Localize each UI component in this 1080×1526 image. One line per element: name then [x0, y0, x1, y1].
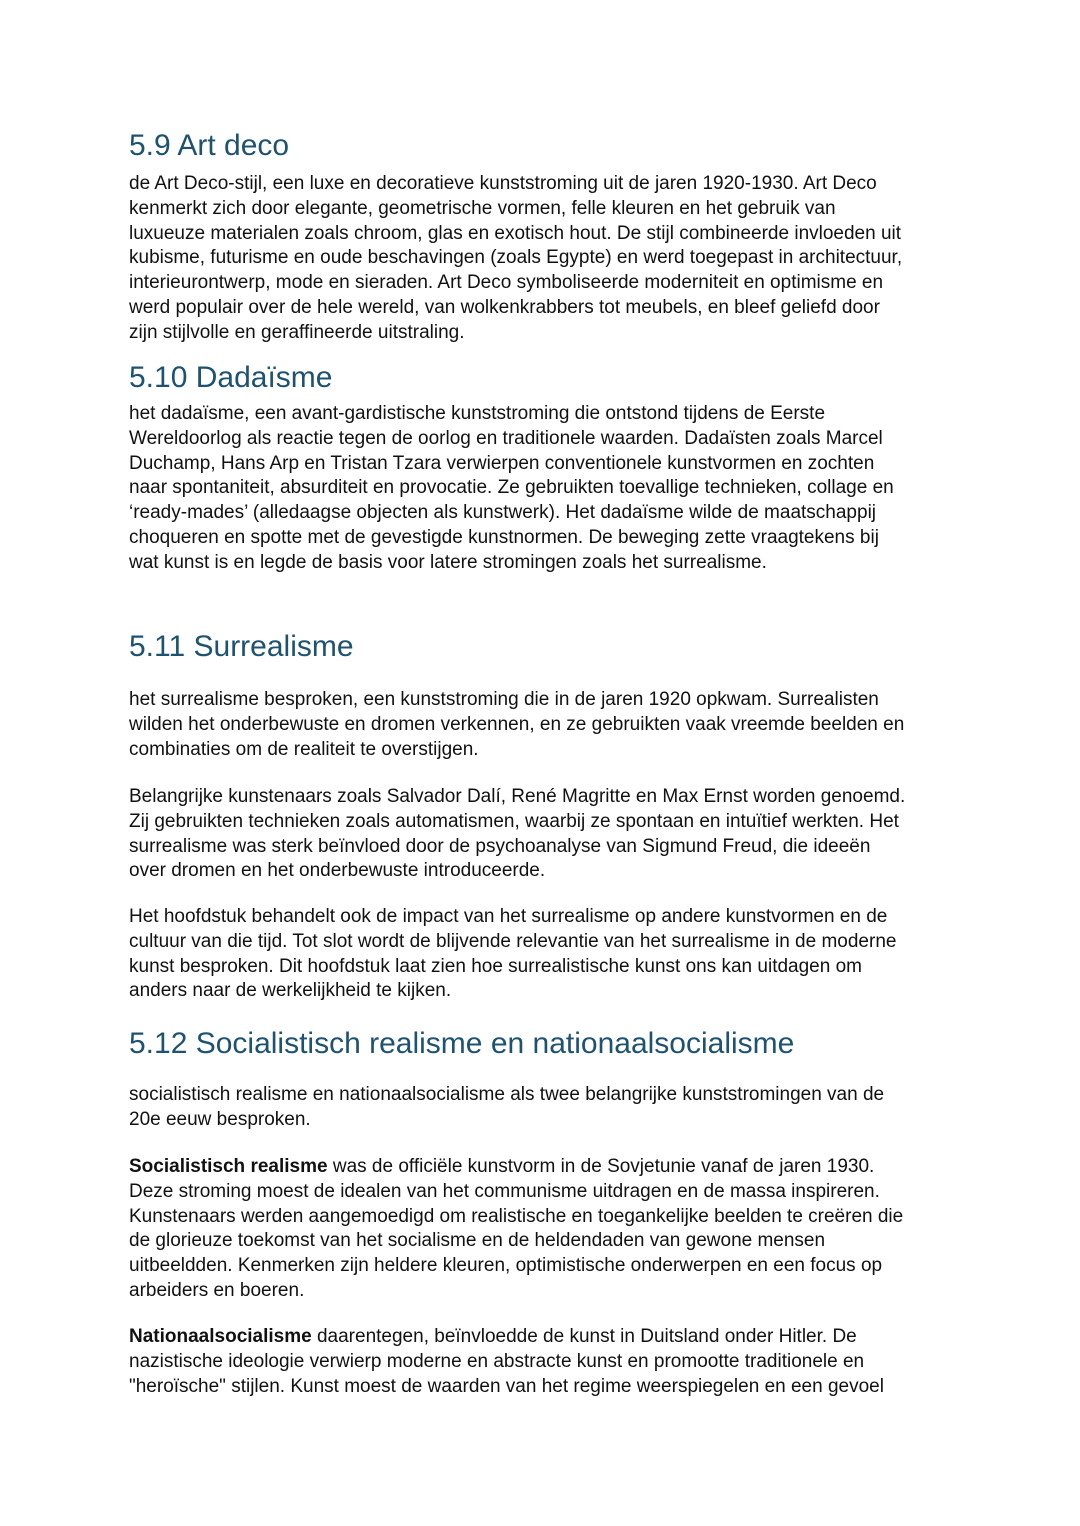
text-line: nazistische ideologie verwierp moderne en abstracte kunst en promootte traditionele en	[129, 1350, 865, 1372]
text-line: Zij gebruikten technieken zoals automatismen, waarbij ze spontaan en intuïtief werkten. Het	[129, 810, 899, 832]
text-line: het surrealisme besproken, een kunststroming die in de jaren 1920 opkwam. Surrealisten	[129, 689, 879, 710]
text-line	[129, 1325, 959, 1350]
heading-dadaisme: 5.10 Dadaïsme	[129, 361, 333, 394]
paragraph-surrealisme-1	[129, 688, 959, 762]
text-line: choqueren en spotte met de gevestigde kunstnormen. De beweging zette vraagtekens bij	[129, 526, 879, 548]
text-line: surrealisme was sterk beïnvloed door de psychoanalyse van Sigmund Freud, die ideeën	[129, 835, 871, 857]
text-line: Deze stroming moest de idealen van het communisme uitdragen en de massa inspireren.	[129, 1180, 880, 1202]
text-line: zijn stijlvolle en geraffineerde uitstraling.	[129, 321, 465, 343]
text-line: kenmerkt zich door elegante, geometrische vormen, felle kleuren en het gebruik van	[129, 197, 836, 219]
heading-art-deco: 5.9 Art deco	[129, 129, 290, 162]
text-line: werd populair over de hele wereld, van wolkenkrabbers tot meubels, en bleef geliefd door	[129, 296, 880, 318]
heading-surrealisme: 5.11 Surrealisme	[129, 630, 354, 663]
text-line: Kunstenaars werden aangemoedigd om realistische en toegankelijke beelden te creëren die	[129, 1205, 904, 1227]
text-line: arbeiders en boeren.	[129, 1279, 305, 1301]
text-line: socialistisch realisme en nationaalsocialisme als twee belangrijke kunststromingen van de	[129, 1084, 885, 1105]
text-span: was de officiële kunstvorm in de Sovjetunie vanaf de jaren 1930.	[327, 1156, 875, 1177]
text-line: Duchamp, Hans Arp en Tristan Tzara verwierpen conventionele kunstvormen en zochten	[129, 452, 875, 474]
text-span: daarentegen, beïnvloedde de kunst in Duitsland onder Hitler. De	[311, 1326, 857, 1347]
text-line: Het hoofdstuk behandelt ook de impact van het surrealisme op andere kunstvormen en de	[129, 906, 888, 927]
text-line: uitbeeldden. Kenmerken zijn heldere kleuren, optimistische onderwerpen en een focus op	[129, 1255, 883, 1277]
text-line: kubisme, futurisme en oude beschavingen (zoals Egypte) en werd toegepast in architectuur,	[129, 247, 903, 269]
bold-term: Socialistisch realisme	[129, 1156, 328, 1177]
text-line: het dadaïsme, een avant-gardistische kunststroming die ontstond tijdens de Eerste	[129, 403, 826, 424]
heading-socialistisch-realisme: 5.12 Socialistisch realisme en nationaalsocialisme	[129, 1027, 795, 1060]
paragraph-socialistisch-realisme	[129, 1155, 959, 1304]
text-line: ‘ready-mades’ (alledaagse objecten als kunstwerk). Het dadaïsme wilde de maatschappij	[129, 502, 877, 524]
text-line: anders naar de werkelijkheid te kijken.	[129, 980, 452, 1002]
paragraph-surrealisme-3	[129, 905, 959, 1004]
text-line: naar spontaniteit, absurditeit en provocatie. Ze gebruikten toevallige technieken, collage en	[129, 477, 894, 499]
paragraph-nationaalsocialisme	[129, 1325, 959, 1399]
text-line: over dromen en het onderbewuste introduceerde.	[129, 860, 546, 882]
text-line: 20e eeuw besproken.	[129, 1108, 311, 1130]
text-line: luxueuze materialen zoals chroom, glas en exotisch hout. De stijl combineerde invloeden uit	[129, 222, 902, 244]
text-line: wilden het onderbewuste en dromen verkennen, en ze gebruikten vaak vreemde beelden en	[129, 713, 905, 735]
paragraph-dadaisme	[129, 402, 959, 576]
text-line: "heroïsche" stijlen. Kunst moest de waarden van het regime weerspiegelen en een gevoel	[129, 1375, 884, 1397]
text-line: Wereldoorlog als reactie tegen de oorlog en traditionele waarden. Dadaïsten zoals Marcel	[129, 427, 883, 449]
paragraph-socialisme-1	[129, 1083, 959, 1133]
text-line	[129, 1155, 959, 1180]
text-line: de glorieuze toekomst van het socialisme en de heldendaden van gewone mensen	[129, 1230, 826, 1252]
text-line: de Art Deco-stijl, een luxe en decoratieve kunststroming uit de jaren 1920-1930. Art Deco	[129, 173, 877, 194]
text-line: wat kunst is en legde de basis voor latere stromingen zoals het surrealisme.	[129, 551, 767, 573]
paragraph-art-deco	[129, 172, 959, 346]
text-line: interieurontwerp, mode en sieraden. Art Deco symboliseerde moderniteit en optimisme en	[129, 272, 884, 294]
text-line: cultuur van die tijd. Tot slot wordt de blijvende relevantie van het surrealisme in de moderne	[129, 930, 897, 952]
text-line: Belangrijke kunstenaars zoals Salvador Dalí, René Magritte en Max Ernst worden genoemd.	[129, 786, 906, 807]
bold-term: Nationaalsocialisme	[129, 1326, 312, 1347]
paragraph-surrealisme-2	[129, 785, 959, 884]
text-line: combinaties om de realiteit te overstijgen.	[129, 738, 479, 760]
text-line: kunst besproken. Dit hoofdstuk laat zien hoe surrealistische kunst ons kan uitdagen om	[129, 955, 862, 977]
